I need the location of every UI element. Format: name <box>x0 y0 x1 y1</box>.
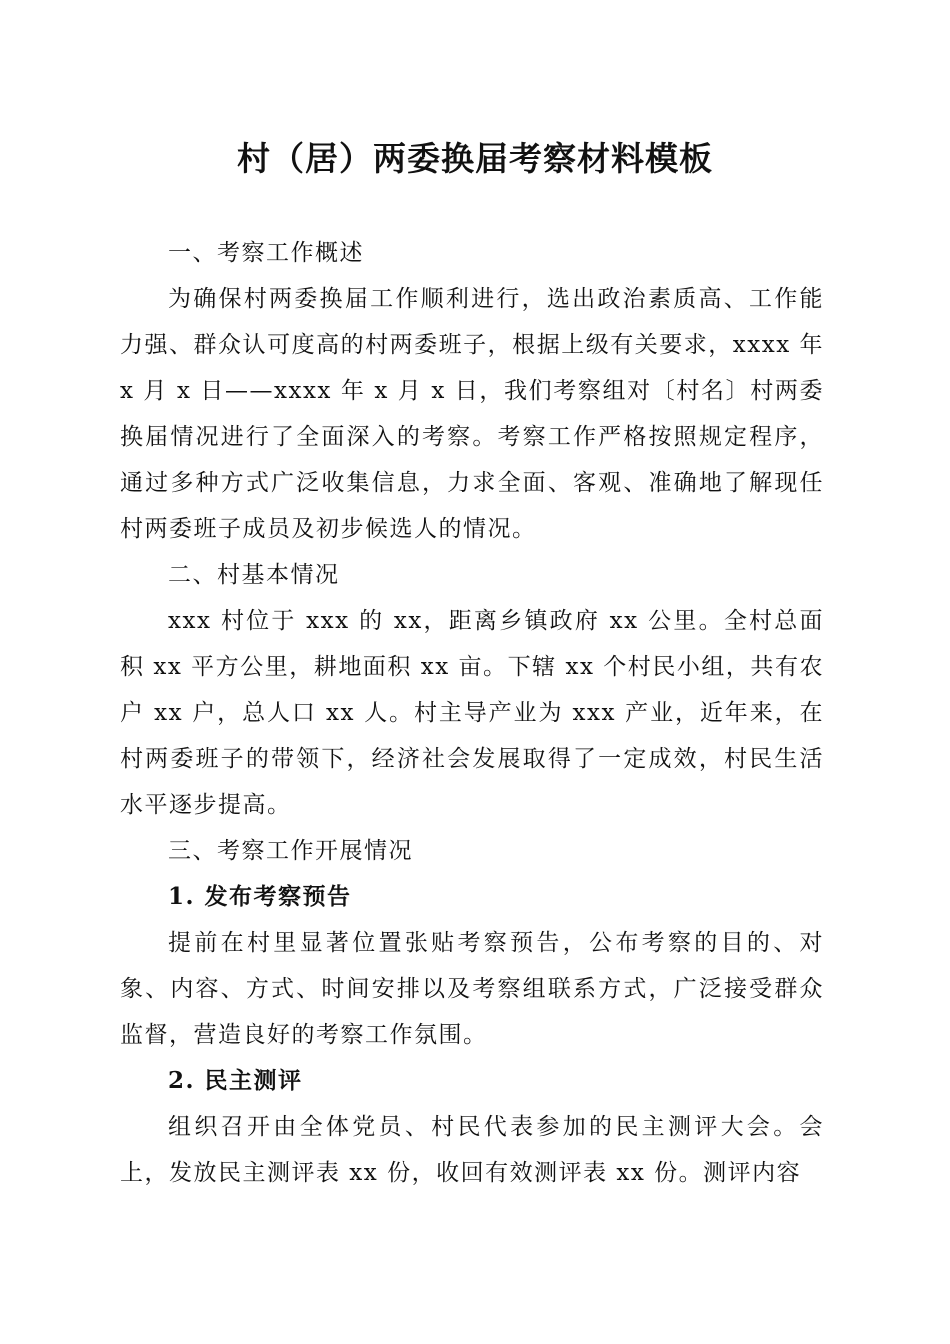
section-paragraph-village-info: xxx 村位于 xxx 的 xx，距离乡镇政府 xx 公里。全村总面积 xx 平方公里，耕地面积 xx 亩。下辖 xx 个村民小组，共有农户 xx 户，总人口 xx 人。村主导产业为 xxx 产业，近年来，在村两委班子的带领下，经济社会发展取得了一定成效，村民生活水平逐步提高。 <box>120 608 824 818</box>
subsection-heading-notice: 1. 发布考察预告 <box>168 883 352 910</box>
document-title: 村（居）两委换届考察材料模板 <box>237 139 713 178</box>
subsection-heading-evaluation: 2. 民主测评 <box>168 1067 303 1094</box>
section-heading-overview: 一、考察工作概述 <box>168 240 364 266</box>
subsection-paragraph-evaluation: 组织召开由全体党员、村民代表参加的民主测评大会。会上，发放民主测评表 xx 份，收回有效测评表 xx 份。测评内容 <box>120 1114 824 1186</box>
subsection-paragraph-notice: 提前在村里显著位置张贴考察预告，公布考察的目的、对象、内容、方式、时间安排以及考察组联系方式，广泛接受群众监督，营造良好的考察工作氛围。 <box>120 930 824 1048</box>
section-paragraph-overview: 为确保村两委换届工作顺利进行，选出政治素质高、工作能力强、群众认可度高的村两委班子，根据上级有关要求，xxxx 年 x 月 x 日——xxxx 年 x 月 x 日，我们考察组对〔村名〕村两委换届情况进行了全面深入的考察。考察工作严格按照规定程序，通过多种方式广泛收集信息，力求全面、客观、准确地了解现任村两委班子成员及初步候选人的情况。 <box>120 286 824 542</box>
document-body <box>120 230 824 1196</box>
section-heading-work-progress: 三、考察工作开展情况 <box>168 838 413 864</box>
section-heading-village-info: 二、村基本情况 <box>168 562 340 588</box>
